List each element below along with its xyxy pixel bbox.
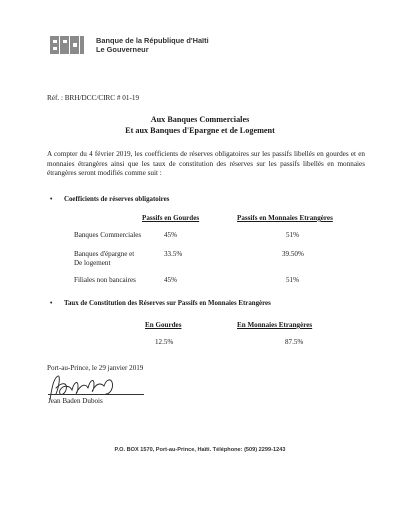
section2-heading-text: Taux de Constitution des Réserves sur Passifs en Monnaies Etrangères	[64, 300, 271, 307]
title-line1: Aux Banques Commerciales	[150, 115, 250, 124]
org-name	[96, 36, 209, 54]
title-line2: Et aux Banques d'Epargne et de Logement	[125, 126, 275, 135]
taux-gourdes: 12.5%	[155, 338, 174, 346]
section1-heading-text: Coefficients de réserves obligatoires	[64, 196, 170, 203]
section2-heading	[50, 300, 271, 307]
taux-etrangeres: 87.5%	[285, 338, 304, 346]
col-header-en-monnaies: En Monnaies Etrangères	[237, 321, 313, 329]
intro-paragraph: A compter du 4 février 2019, les coefficients de réserves obligatoires sur les passifs libellés en gourdes et en monnaies étrangères ainsi que les taux de constitution des réserves sur les passifs libellés en monnaies étrangères seront modifiés comme suit :	[47, 150, 365, 178]
row2-etrangeres: 39.50%	[282, 250, 304, 258]
signature-line	[48, 394, 144, 395]
bullet: •	[50, 196, 53, 203]
col-header-gourdes: Passifs en Gourdes	[142, 214, 200, 222]
row2-label: Banques d'épargne et	[74, 250, 135, 258]
row3-label: Filiales non bancaires	[74, 276, 136, 284]
signatory-name: Jean Baden Dubois	[48, 397, 103, 405]
brh-logo	[50, 34, 92, 56]
reference-number: Réf. : BRH/DCC/CIRC # 01-19	[47, 94, 140, 102]
bullet: •	[50, 300, 53, 307]
section1-heading	[50, 196, 169, 203]
row1-gourdes: 45%	[164, 231, 178, 239]
footer-address: P.O. BOX 1570, Port-au-Prince, Haïti. Téléphone: (509) 2299-1243	[114, 447, 286, 453]
row2-gourdes: 33.5%	[164, 250, 183, 258]
row1-etrangeres: 51%	[286, 231, 300, 239]
row3-etrangeres: 51%	[286, 276, 300, 284]
col-header-etrangeres: Passifs en Monnaies Etrangères	[237, 214, 333, 222]
row1-label: Banques Commerciales	[74, 231, 142, 239]
place-date: Port-au-Prince, le 29 janvier 2019	[47, 364, 144, 372]
org-line1: Banque de la République d'Haïti	[96, 36, 209, 45]
org-line2: Le Gouverneur	[96, 45, 149, 54]
row2-label-cont: De logement	[74, 259, 111, 267]
col-header-en-gourdes: En Gourdes	[145, 321, 182, 329]
row3-gourdes: 45%	[164, 276, 178, 284]
